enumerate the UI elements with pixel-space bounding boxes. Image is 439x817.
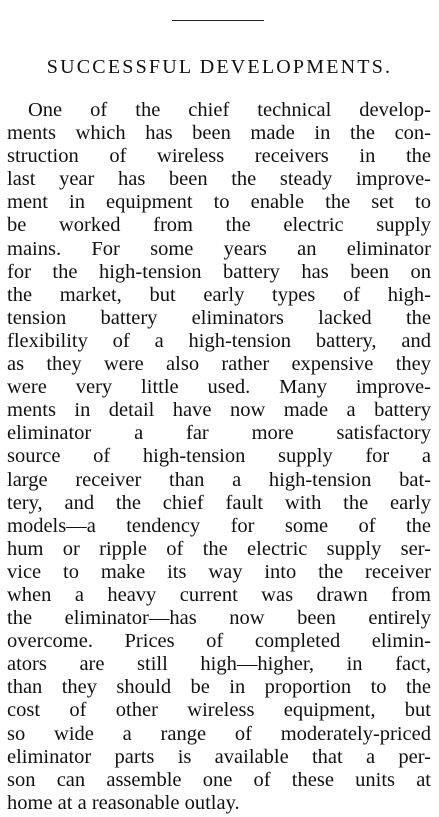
article-line: the market, but early types of high- bbox=[7, 283, 431, 306]
article-line: be worked from the electric supply bbox=[7, 214, 431, 237]
article-heading: SUCCESSFUL DEVELOPMENTS. bbox=[46, 56, 393, 78]
article-line: struction of wireless receivers in the bbox=[7, 145, 431, 168]
article-line: for the high-tension battery has been on bbox=[7, 260, 431, 283]
article-line: as they were also rather expensive they bbox=[7, 353, 431, 376]
article-line: the eliminator—has now been entirely bbox=[7, 607, 431, 630]
article-body bbox=[7, 99, 431, 815]
article-line: tension battery eliminators lacked the bbox=[7, 306, 431, 329]
article-line: son can assemble one of these units at bbox=[7, 768, 431, 791]
article-line: eliminator parts is available that a per- bbox=[7, 745, 431, 768]
article-line: overcome. Prices of completed elimin- bbox=[7, 630, 431, 653]
article-line: ators are still high—higher, in fact, bbox=[7, 653, 431, 676]
article-line: One of the chief technical develop- bbox=[28, 99, 431, 121]
article-line: so wide a range of moderately-priced bbox=[7, 722, 431, 745]
article-line: tery, and the chief fault with the early bbox=[7, 491, 431, 514]
article-line: hum or ripple of the electric supply ser- bbox=[7, 537, 431, 560]
article-line: mains. For some years an eliminator bbox=[7, 237, 431, 260]
column-rule bbox=[172, 20, 264, 21]
article-line: cost of other wireless equipment, but bbox=[7, 699, 431, 722]
article-line: ment in equipment to enable the set to bbox=[7, 191, 431, 214]
article-line: ments in detail have now made a battery bbox=[7, 399, 431, 422]
article-line: when a heavy current was drawn from bbox=[7, 583, 431, 606]
article-line: last year has been the steady improve- bbox=[7, 168, 431, 191]
article-line: source of high-tension supply for a bbox=[7, 445, 431, 468]
article-line: home at a reasonable outlay. bbox=[7, 791, 240, 814]
article-line: ments which has been made in the con- bbox=[7, 122, 431, 145]
article-line: than they should be in proportion to the bbox=[7, 676, 431, 699]
article-line: large receiver than a high-tension bat- bbox=[7, 468, 431, 491]
article-line: models—a tendency for some of the bbox=[7, 514, 431, 537]
article-line: vice to make its way into the receiver bbox=[7, 560, 431, 583]
article-line: flexibility of a high-tension battery, and bbox=[7, 329, 431, 352]
article-line: were very little used. Many improve- bbox=[7, 376, 431, 399]
article-line: eliminator a far more satisfactory bbox=[7, 422, 431, 445]
